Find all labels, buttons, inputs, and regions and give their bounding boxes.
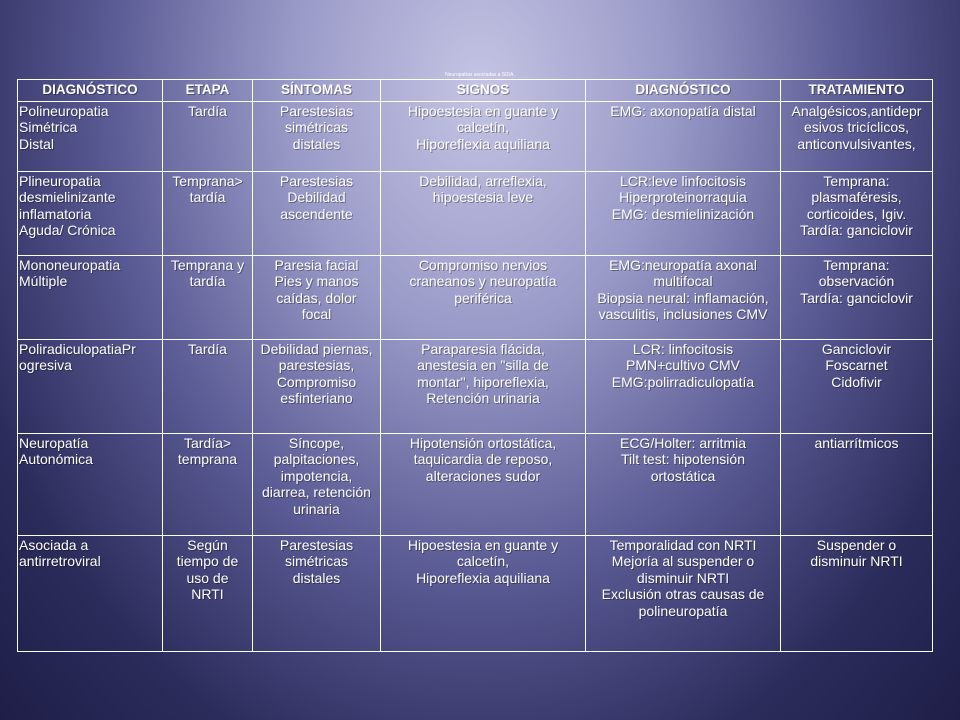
cell-line: Tardía (188, 340, 227, 357)
cell-diagnostico (18, 339, 163, 433)
cell-line: Tardía: ganciclovir (800, 222, 913, 238)
cell-tratamiento (781, 171, 933, 255)
cell-line: uso de (186, 569, 229, 586)
cell-line: Hiporeflexia aquiliana (416, 569, 550, 586)
header-row (18, 80, 933, 102)
header-tratamiento: TRATAMIENTO (781, 80, 933, 102)
cell-line: parestesias, (278, 357, 355, 373)
cell-signos (381, 101, 586, 171)
cell-diagnostico (18, 171, 163, 255)
cell-line: LCR:leve linfocitosis (619, 172, 747, 189)
cell-line: tardía (189, 273, 226, 289)
cell-line: Analgésicos,antidepr (791, 102, 922, 119)
cell-diagnostico-2 (586, 433, 781, 535)
cell-line: antiarrítmicos (814, 434, 899, 451)
cell-diagnostico-2 (586, 255, 781, 339)
table-row (18, 171, 933, 255)
cell-line: Parestesias (279, 172, 354, 189)
cell-line: Hiperproteinorraquia (619, 189, 747, 205)
cell-line: Parestesias (279, 536, 354, 553)
header-diagnostico: DIAGNÓSTICO (18, 80, 163, 102)
cell-line: diarrea, retención (262, 484, 371, 500)
cell-line: Exclusión otras causas de (601, 586, 765, 602)
cell-line: ogresiva (19, 357, 72, 373)
cell-line: Múltiple (19, 273, 68, 289)
cell-line: Hiporeflexia aquiliana (416, 135, 550, 152)
cell-line: anestesia en "silla de (417, 357, 549, 373)
cell-line: disminuir NRTI (810, 553, 903, 569)
cell-line: Distal (19, 135, 55, 152)
cell-diagnostico-2 (586, 535, 781, 651)
cell-sintomas (253, 255, 381, 339)
cell-line: Cidofivir (831, 373, 882, 390)
cell-line: Hipotensión ortostática, (409, 434, 557, 451)
cell-line: Parestesias (279, 102, 354, 119)
cell-line: Ganciclovir (821, 340, 892, 357)
cell-line: distales (292, 135, 341, 152)
cell-line: Temprana y (170, 256, 245, 273)
cell-line: simétricas (284, 553, 348, 569)
cell-line: Plineuropatia (19, 172, 101, 189)
cell-signos (381, 433, 586, 535)
cell-diagnostico-2 (586, 171, 781, 255)
cell-signos (381, 535, 586, 651)
cell-line: PoliradiculopatiaPr (19, 340, 136, 357)
cell-line: Aguda/ Crónica (19, 222, 116, 238)
table-row (18, 101, 933, 171)
cell-signos (381, 255, 586, 339)
cell-line: Tardía (188, 102, 227, 119)
cell-line: disminuir NRTI (636, 569, 730, 586)
cell-line: Simétrica (19, 119, 78, 135)
cell-etapa (163, 101, 253, 171)
cell-line: ortostática (650, 467, 716, 484)
cell-etapa (163, 255, 253, 339)
cell-sintomas (253, 101, 381, 171)
cell-etapa (163, 433, 253, 535)
table-row (18, 339, 933, 433)
cell-line: simétricas (284, 119, 348, 135)
cell-line: Debilidad, arreflexia, (419, 172, 547, 189)
cell-signos (381, 339, 586, 433)
cell-line: Asociada a (19, 536, 89, 553)
cell-line: antirretroviral (19, 553, 101, 569)
cell-tratamiento (781, 255, 933, 339)
cell-line: EMG:neuropatía axonal (609, 256, 757, 273)
cell-line: Paresia facial (274, 256, 359, 273)
cell-diagnostico (18, 433, 163, 535)
cell-tratamiento (781, 535, 933, 651)
cell-line: Suspender o (816, 536, 897, 553)
cell-line: Compromiso nervios (418, 256, 548, 273)
cell-line: calcetín, (456, 119, 510, 135)
table-caption: Neuropatías asociadas a SIDA. (445, 72, 515, 78)
cell-sintomas (253, 339, 381, 433)
cell-line: caídas, dolor (276, 289, 357, 306)
cell-line: ECG/Holter: arritmia (619, 434, 747, 451)
cell-line: LCR: linfocitosis (632, 340, 734, 357)
cell-line: PMN+cultivo CMV (626, 357, 740, 373)
cell-line: Temprana> (172, 172, 243, 189)
cell-sintomas (253, 535, 381, 651)
table-row (18, 255, 933, 339)
cell-line: anticonvulsivantes, (797, 135, 916, 152)
cell-line: Mononeuropatia (19, 256, 121, 273)
cell-line: craneanos y neuropatía (409, 273, 557, 289)
cell-line: ascendente (280, 205, 353, 222)
cell-line: periférica (454, 289, 512, 306)
cell-signos (381, 171, 586, 255)
cell-line: esfinteriano (280, 390, 353, 406)
cell-diagnostico (18, 255, 163, 339)
cell-line: Tardía> (183, 434, 232, 451)
cell-line: montar", hiporeflexia, (417, 373, 549, 390)
cell-line: multifocal (653, 273, 713, 289)
cell-line: calcetín, (456, 553, 510, 569)
cell-line: temprana (177, 451, 238, 467)
cell-line: urinaria (293, 500, 340, 517)
cell-line: palpitaciones, (273, 451, 360, 467)
cell-line: plasmaféresis, (811, 189, 902, 205)
cell-line: Paraparesia flácida, (421, 340, 545, 357)
cell-diagnostico (18, 535, 163, 651)
cell-etapa (163, 171, 253, 255)
cell-line: vasculitis, inclusiones CMV (598, 306, 768, 322)
cell-diagnostico-2 (586, 339, 781, 433)
cell-line: Temprana: (823, 256, 890, 273)
cell-tratamiento (781, 339, 933, 433)
table-row (18, 535, 933, 651)
cell-line: Temprana: (823, 172, 890, 189)
cell-line: Pies y manos (274, 273, 359, 289)
neuropathy-table (17, 79, 933, 652)
cell-line: NRTI (191, 586, 224, 602)
table-row (18, 433, 933, 535)
cell-line: Hipoestesia en guante y (407, 102, 559, 119)
cell-line: Tardía: ganciclovir (800, 289, 913, 306)
cell-line: EMG: axonopatía distal (610, 102, 756, 119)
cell-line: Polineuropatia (19, 102, 109, 119)
cell-line: alteraciones sudor (425, 467, 541, 484)
cell-line: esivos tricíclicos, (803, 119, 910, 135)
cell-line: desmielinizante (19, 189, 116, 205)
cell-line: EMG: desmielinización (611, 205, 755, 222)
cell-line: hipoestesia leve (432, 189, 534, 205)
cell-line: Foscarnet (825, 357, 888, 373)
cell-line: EMG:polirradiculopatía (611, 373, 755, 390)
cell-line: impotencia, (280, 467, 353, 484)
cell-line: Autonómica (19, 451, 93, 467)
cell-line: Debilidad (287, 189, 346, 205)
header-signos: SIGNOS (381, 80, 586, 102)
cell-sintomas (253, 433, 381, 535)
cell-line: Según (187, 536, 228, 553)
cell-line: Compromiso (276, 373, 357, 390)
header-sintomas: SÍNTOMAS (253, 80, 381, 102)
cell-line: corticoides, Igiv. (806, 205, 907, 222)
cell-line: Debilidad piernas, (260, 340, 373, 357)
cell-line: distales (292, 569, 341, 586)
cell-line: Hipoestesia en guante y (407, 536, 559, 553)
cell-line: Retención urinaria (426, 390, 540, 406)
cell-etapa (163, 339, 253, 433)
cell-tratamiento (781, 101, 933, 171)
header-diagnostico-2: DIAGNÓSTICO (586, 80, 781, 102)
cell-line: Neuropatía (19, 434, 89, 451)
cell-line: observación (818, 273, 895, 289)
header-etapa: ETAPA (163, 80, 253, 102)
cell-line: tardía (189, 189, 226, 205)
cell-line: Biopsia neural: inflamación, (597, 289, 769, 306)
cell-line: Temporalidad con NRTI (609, 536, 757, 553)
cell-line: inflamatoria (19, 205, 92, 222)
cell-sintomas (253, 171, 381, 255)
cell-line: taquicardia de reposo, (413, 451, 553, 467)
cell-line: focal (301, 306, 332, 322)
cell-etapa (163, 535, 253, 651)
cell-line: Tilt test: hipotensión (621, 451, 745, 467)
cell-tratamiento (781, 433, 933, 535)
cell-line: polineuropatía (638, 602, 728, 619)
cell-diagnostico (18, 101, 163, 171)
cell-line: Mejoría al suspender o (611, 553, 755, 569)
cell-line: Síncope, (288, 434, 345, 451)
cell-diagnostico-2 (586, 101, 781, 171)
cell-line: tiempo de (176, 553, 239, 569)
